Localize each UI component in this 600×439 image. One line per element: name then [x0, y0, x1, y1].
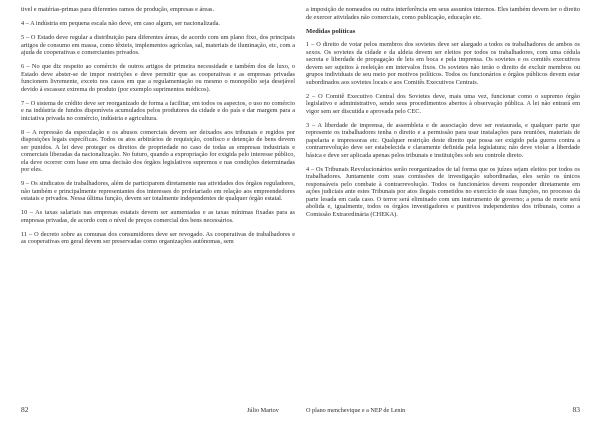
paragraph: 10 – As taxas salariais nas empresas estatais devem ser aumentadas e as taxas mínimas fixadas para as empresas privadas, de acordo com o nível de preços comercial dos bens necessários.: [21, 209, 295, 224]
paragraph: 8 – A repressão da especulação e os abusos comerciais devem ser deixados aos tribunais e regidos por disposições legais específicas. Todos os atos arbitrários de requisição, confisco e detenção de bens devem ser punidos. A lei deve proteger os direitos de propriedade no caso de todas as empresas industriais e comerciais liberadas da nacionalização. No futuro, quando a expropriação for exigida pelo interesse público, ela deve ocorrer com base em uma decisão dos órgãos legislativos supremos e nas condições determinadas por eles.: [21, 128, 295, 173]
paragraph: a imposição de nomeados ou outra interferência em seus assuntos internos. Eles também devem ter o direito de exercer atividades não comerciais, como publicação, educação etc.: [306, 6, 580, 21]
page-number: 82: [21, 405, 29, 414]
left-page: [21, 6, 295, 252]
paragraph: 4 – A indústria em pequena escala não deve, em caso algum, ser nacionalizada.: [21, 20, 220, 27]
paragraph: 7 – O sistema de crédito deve ser reorganizado de forma a facilitar, em todos os aspectos, o uso no comércio e na indústria de fundos disponíveis acumulados pelos produtores da cidade e do país e dar margem para a iniciativa privada no comércio, indústria e agricultura.: [21, 99, 295, 122]
paragraph: 5 – O Estado deve regular a distribuição para diferentes áreas, de acordo com um plano fixo, dos principais artigos de consumo em massa, como têxteis, implementos agrícolas, sal, materiais de iluminação, etc, com a ajuda de cooperativas e comerciantes privados.: [21, 34, 295, 56]
section-heading: Medidas políticas: [306, 27, 356, 35]
right-page: [306, 6, 580, 225]
paragraph: 9 – Os sindicatos de trabalhadores, além de participarem diretamente nas atividades dos órgãos reguladores, não também e principalmente representantes dos interesses do proletariado em relação aos empreendedores estatais e privados. Nessa última função, devem ser totalmente independentes de qualquer órgão estatal.: [21, 180, 295, 202]
paragraph: 3 – A liberdade de imprensa, de assembleia e de associação deve ser restaurada, e qualquer parte que represente os trabalhadores tenha o direito e a permissão para usar instalações para reuniões, materiais de papelaria e impressoras etc. Qualquer restrição deste direito que possa ser exigido pela guerra contra a contrarrevolução deve ser estabelecida e claramente definida pela legislatura; não deve violar a liberdade básica e deve ser aplicada apenas pelos tribunais e instituições sob seu controle direto.: [306, 121, 580, 159]
running-head: O plano menchevique e a NEP de Lenin: [306, 407, 406, 414]
page-number: 83: [572, 405, 580, 414]
paragraph: 2 – O Comitê Executivo Central dos Sovietes deve, mais uma vez, funcionar como o supremo órgão legislativo e administrativo, sendo seus procedimentos abertos à observação pública. A lei não entrará em vigor sem ser discutida e aprovada pelo CEC.: [306, 92, 580, 115]
running-head: Júlio Martov: [247, 407, 279, 414]
paragraph: tivel e matérias-primas para diferentes ramos de produção, empresas e áreas.: [21, 6, 215, 13]
paragraph: 11 – O decreto sobre as comunas dos consumidores deve ser revogado. As cooperativas de trabalhadores e as cooperativas em geral devem ser preservadas como organizações autônomas, sem: [21, 230, 295, 245]
paragraph: 1 – O direito de votar pelos membros dos sovietes deve ser alargado a todos os trabalhadores de ambos os sexos. Os sovietes da cidade e da aldeia devem ser eleitos por todos os trabalhadores, com uma cédula secreta e liberdade de propagação de leis em boca e pela imprensa. Os sovietes e os comitês executivos devem ser sujeitos à reeleição em intervalos fixos. Os sovietes não terão o direito de excluir membros ou grupos individuais de seu meio por motivos políticos. Todos os funcionários e órgãos públicos devem estar subordinados aos sovietes locais e aos Comitês Executivos Centrais.: [306, 41, 580, 86]
paragraph: 4 – Os Tribunais Revolucionários serão reorganizados de tal forma que os juízes sejam eleitos por todos os trabalhadores. Juntamente com suas comissões de investigação subordinadas, eles serão os únicos responsáveis pelo combate à contrarrevolução. Todos os funcionários devem responder diretamente em ações judiciais ante estes Tribunais por atos ilegais cometidos no exercício de suas funções, no processo da parte lesada em cada caso. O terror será eliminado com um instrumento de governo; a pena de morte será abolida e, igualmente, todos os órgãos investigadores e punitivos independentes dos tribunais, como a Comissão Extraordinária (CHEKA).: [306, 165, 580, 218]
paragraph: 6 – No que diz respeito ao comércio de outros artigos de primeira necessidade e também dos de luxo, o Estado deve abster-se de impor restrições e deve permitir que as cooperativas e as empresas privadas funcionem livremente, exceto nos casos em que a regulamentação ou mesmo o monopólio seja desejável devido à escassez extrema do produto (por exemplo suprimentos médicos).: [21, 63, 295, 93]
